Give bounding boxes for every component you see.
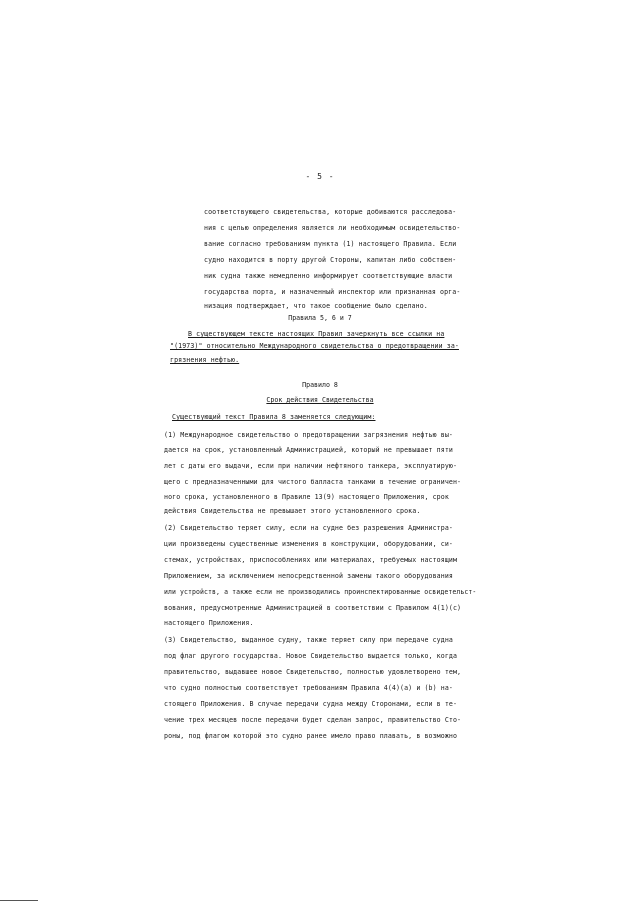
- text-line: ного срока, установленного в Правиле 13(9) настоящего Приложения, срок: [164, 493, 449, 501]
- text-line: роны, под флагом которой это судно ранее имело право плавать, в возможно: [164, 732, 458, 740]
- text-line: щего с предназначенными для чистого балласта танками в течение ограничен-: [164, 478, 462, 486]
- page-number: - 5 -: [305, 172, 335, 181]
- text-line: ции произведены существенные изменения в конструкции, оборудовании, си-: [164, 540, 453, 548]
- text-line: настоящего Приложения.: [164, 619, 254, 627]
- rule8-heading: Правило 8: [302, 381, 338, 389]
- text-line: вования, предусмотренные Администрацией в соответствии с Правилом 4(1)(c): [164, 604, 462, 612]
- text-line: под флаг другого государства. Новое Свидетельство выдается только, когда: [164, 652, 458, 660]
- text-line: вание согласно требованиям пункта (1) настоящего Правила. Если: [204, 240, 457, 248]
- text-line: ния с целью определения является ли необходимым освидетельство-: [204, 224, 461, 232]
- text-line: действия Свидетельства не превышает этого установленного срока.: [164, 507, 421, 515]
- scan-edge-mark: [0, 900, 38, 901]
- text-line: грязнения нефтью.: [170, 356, 240, 364]
- rule8-title: Срок действия Свидетельства: [266, 396, 374, 404]
- text-line: низация подтверждает, что такое сообщение было сделано.: [204, 302, 428, 310]
- text-line: (3) Свидетельство, выданное судну, также теряет силу при передаче судна: [164, 636, 453, 644]
- text-line: Приложением, за исключением непосредственной замены такого оборудования: [164, 572, 453, 580]
- text-line: "(1973)" относительно Международного свидетельства о предотвращении за-: [170, 342, 459, 350]
- text-line: стоящего Приложения. В случае передачи судна между Сторонами, если в те-: [164, 700, 458, 708]
- text-line: ник судна также немедленно информирует соответствующие власти: [204, 272, 453, 280]
- text-line: правительство, выдавшее новое Свидетельство, полностью удовлетворено тем,: [164, 668, 462, 676]
- text-line: дается на срок, установленный Администрацией, который не превышает пяти: [164, 446, 453, 454]
- text-line: В существующем тексте настоящих Правил зачеркнуть все ссылки на: [188, 330, 445, 338]
- text-line: лет с даты его выдачи, если при наличии нефтяного танкера, эксплуатирую-: [164, 462, 458, 470]
- rule8-replace-line: Существующий текст Правила 8 заменяется следующим:: [172, 413, 376, 421]
- text-line: судно находится в порту другой Стороны, капитан либо собствен-: [204, 256, 457, 264]
- text-line: чение трех месяцев после передачи будет сделан запрос, правительство Сто-: [164, 716, 462, 724]
- text-line: стемах, устройствах, приспособлениях или материалах, требуемых настоящим: [164, 556, 458, 564]
- text-line: что судно полностью соответствует требованиям Правила 4(4)(a) и (b) на-: [164, 684, 453, 692]
- rules-567-heading: Правила 5, 6 и 7: [288, 314, 352, 322]
- text-line: (1) Международное свидетельство о предотвращении загрязнения нефтью вы-: [164, 431, 453, 439]
- text-line: государства порта, и назначенный инспектор или признанная орга-: [204, 288, 461, 296]
- text-line: или устройств, а также если не производились проинспектированные освидетельст-: [164, 588, 477, 596]
- text-line: соответствующего свидетельства, которые добиваются расследова-: [204, 208, 457, 216]
- text-line: (2) Свидетельство теряет силу, если на судне без разрешения Администра-: [164, 524, 453, 532]
